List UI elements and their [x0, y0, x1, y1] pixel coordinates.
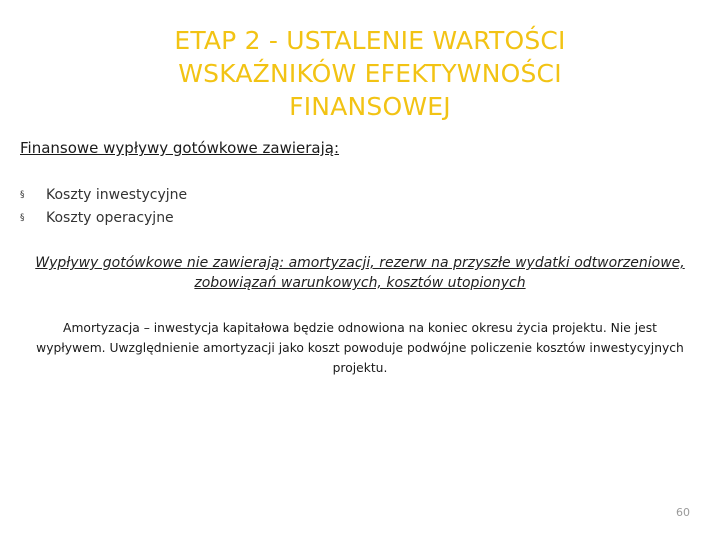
- list-item: [20, 183, 187, 206]
- exclusions-text: Wypływy gotówkowe nie zawierają: amortyzacji, rezerw na przyszłe wydatki odtworzeniowe, zobowiązań warunkowych, kosztów utopionych: [35, 255, 685, 291]
- title-line-3: FINANSOWEJ: [289, 92, 451, 121]
- title-line-1: ETAP 2 - USTALENIE WARTOŚCI: [174, 26, 566, 55]
- list-item: [20, 206, 187, 229]
- slide-title: [120, 24, 620, 123]
- bullet-text: Koszty operacyjne: [46, 209, 174, 226]
- bullet-marker-icon: §: [20, 212, 25, 223]
- bullet-marker-icon: §: [20, 189, 25, 200]
- bullet-list: [20, 183, 187, 229]
- title-line-2: WSKAŹNIKÓW EFEKTYWNOŚCI: [178, 59, 562, 88]
- depreciation-note: Amortyzacja – inwestycja kapitałowa będzie odnowiona na koniec okresu życia projektu. Nie jest wypływem. Uwzględnienie amortyzacji jako koszt powoduje podwójne policzenie kosztów inwestycyjnych projektu.: [36, 321, 684, 375]
- bullet-text: Koszty inwestycyjne: [46, 186, 188, 203]
- intro-text: Finansowe wypływy gotówkowe zawierają:: [20, 139, 340, 157]
- page-number: 60: [676, 506, 690, 519]
